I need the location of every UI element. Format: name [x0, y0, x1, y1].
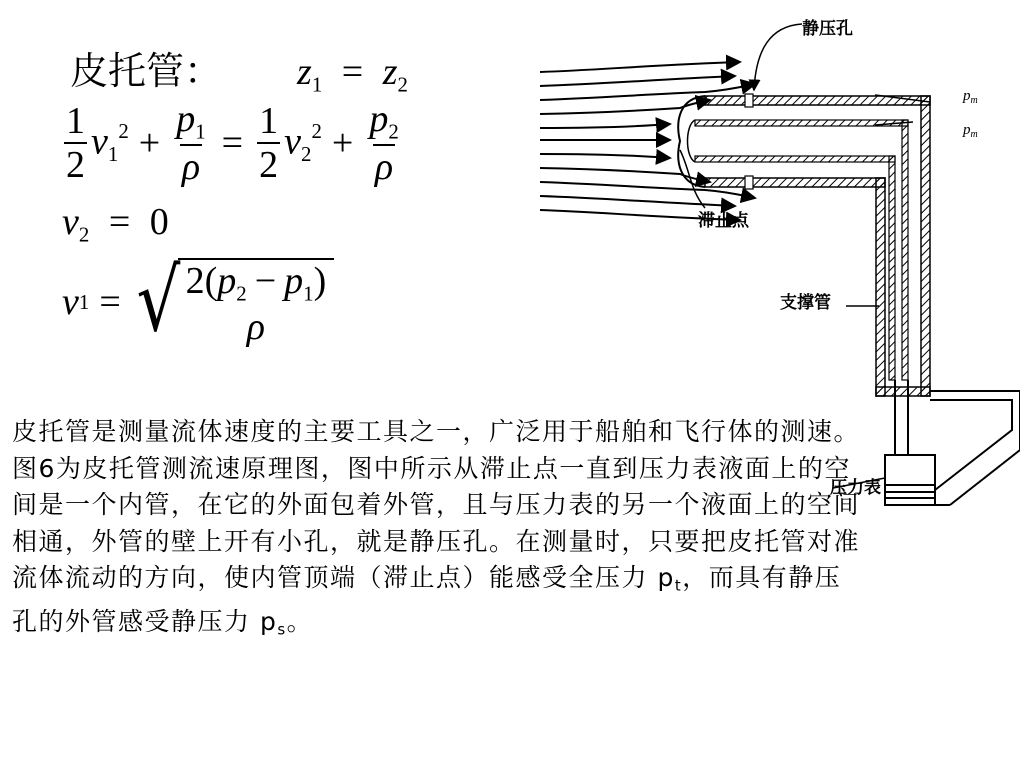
- description-text-3: 。: [286, 607, 314, 636]
- rho: [245, 306, 267, 349]
- rho-symbol: ρ: [181, 146, 201, 189]
- formula-line-z: [70, 40, 408, 97]
- pm-sub: m: [970, 129, 978, 140]
- pt-sub: t: [674, 576, 683, 595]
- frac-pressure-diff: [184, 260, 329, 349]
- eq-sign: =: [108, 201, 131, 243]
- v-symbol: v: [62, 201, 79, 243]
- eq-sign: =: [99, 281, 121, 324]
- streamline: [540, 168, 710, 182]
- plus-sign: +: [138, 122, 161, 165]
- ps-base: p: [259, 607, 278, 636]
- v1-sub: 1: [107, 142, 119, 167]
- frac-num: 1: [259, 100, 279, 143]
- streamline: [540, 76, 735, 86]
- formula-v2-zero: [62, 200, 169, 247]
- sqrt-body: [178, 258, 335, 349]
- frac-p1-rho: [174, 98, 207, 189]
- label-static-hole: 静压孔: [802, 19, 853, 39]
- v1-sub: 1: [78, 289, 90, 314]
- p-symbol: p: [217, 260, 237, 302]
- p-symbol: p: [369, 98, 389, 140]
- v2-sub: 2: [78, 222, 90, 247]
- formula-bernoulli: [60, 98, 405, 189]
- pm-base: p: [963, 122, 971, 138]
- z1-sub: 1: [311, 72, 323, 97]
- z1-symbol: z: [297, 51, 312, 93]
- sqrt-sign: √: [136, 251, 181, 351]
- plus-sign: +: [331, 122, 354, 165]
- pitot-tube-diagram: [530, 10, 1020, 530]
- label-pm-outer: [962, 88, 978, 106]
- label-pm-inner: [962, 122, 978, 140]
- streamline: [540, 196, 735, 206]
- p1-sub: 1: [303, 281, 314, 306]
- frac-num: 1: [66, 100, 85, 143]
- lparen: (: [204, 260, 218, 302]
- rho-symbol: ρ: [246, 306, 266, 349]
- pressure-gauge: [885, 380, 1020, 505]
- rho-symbol: ρ: [374, 146, 394, 189]
- pt-base: p: [657, 563, 675, 592]
- eq-sign: =: [221, 122, 244, 165]
- flow-streamlines: [540, 62, 755, 220]
- v-symbol: v: [284, 120, 301, 163]
- two: 2: [185, 260, 205, 302]
- description-text-1: 皮托管是测量流体速度的主要工具之一，广泛用于船舶和飞行体的测速。图6为皮托管测流速原理图，图中所示从滞止点一直到压力表液面上的空间是一个内管，在它的外面包着外管，且与压力表的另一个液面上的空间相通，外管的壁上开有小孔，就是静压孔。在测量时，只要把皮托管对准流体流动的方向，使内管顶端（滞止点）能感受全压力: [12, 417, 861, 592]
- frac-p2-rho: [367, 98, 400, 189]
- p-symbol: p: [284, 260, 304, 302]
- v1-squared: [91, 119, 129, 167]
- v1-sup: 2: [118, 119, 129, 144]
- label-stagnation-point: 滞止点: [698, 211, 749, 231]
- zero: 0: [149, 201, 169, 243]
- z2-symbol: z: [382, 51, 398, 93]
- static-holes: [745, 94, 753, 189]
- rparen: ): [313, 260, 327, 302]
- eq-sign: =: [341, 51, 364, 93]
- v-symbol: v: [62, 281, 79, 324]
- frac-den: 2: [259, 144, 279, 187]
- p1-sub: 1: [195, 119, 206, 144]
- v2-sub: 2: [300, 142, 312, 167]
- rho: [180, 144, 202, 189]
- inner-tube: [688, 120, 909, 380]
- label-pressure-gauge: 压力表: [830, 478, 881, 498]
- formula-title: 皮托管：: [70, 49, 223, 93]
- p1: [174, 100, 207, 144]
- p-symbol: p: [176, 98, 196, 140]
- p2-sub: 2: [388, 119, 399, 144]
- description-text-2: ，而具有静压孔的外管感受静压力: [12, 563, 842, 636]
- v2-squared: [284, 119, 322, 167]
- z2-sub: 2: [397, 72, 408, 97]
- streamline: [540, 154, 670, 158]
- v2-sup: 2: [311, 119, 322, 144]
- label-support-tube: 支撑管: [780, 293, 831, 313]
- sqrt-expression: [131, 251, 334, 351]
- streamline: [540, 124, 670, 128]
- ps-symbol: [259, 607, 287, 639]
- minus-sign: −: [254, 260, 277, 302]
- frac-den: 2: [66, 144, 85, 187]
- streamline: [540, 62, 740, 72]
- rho: [373, 144, 395, 189]
- pm-base: p: [963, 88, 971, 104]
- frac-half-2: [257, 100, 280, 187]
- pressure-diff: [184, 262, 329, 306]
- p2-sub: 2: [236, 281, 247, 306]
- pt-symbol: [657, 563, 683, 595]
- frac-half-1: [64, 100, 87, 187]
- formula-v1-result: [62, 251, 334, 351]
- ps-sub: s: [277, 620, 287, 639]
- v-symbol: v: [91, 120, 108, 163]
- pm-sub: m: [970, 95, 978, 106]
- p2: [367, 100, 400, 144]
